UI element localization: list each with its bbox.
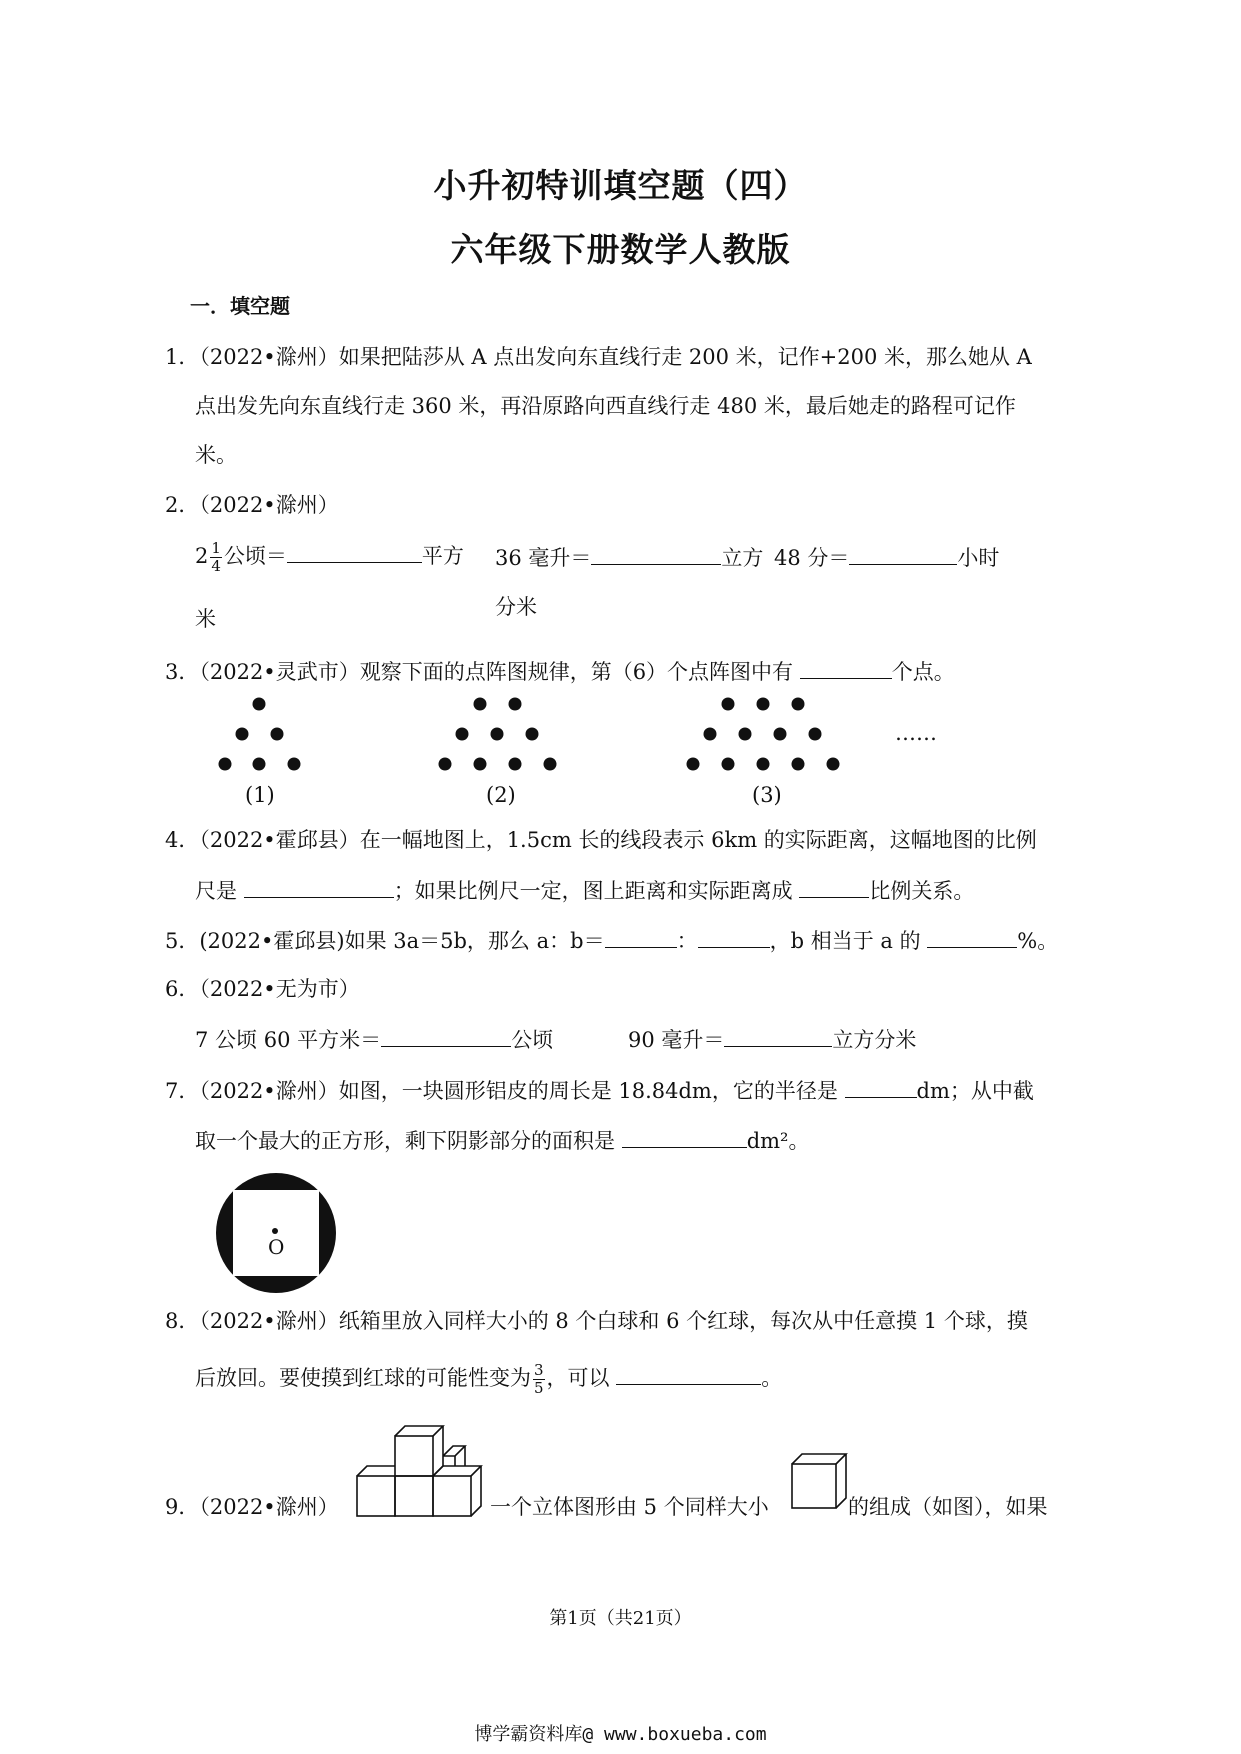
q1-line1: 1．（2022•滁州）如果把陆莎从 A 点出发向东直线行走 200 米，记作+200 米，那么她从 A (165, 345, 1032, 369)
pattern-label-1: (1) (245, 783, 275, 807)
q7-line1 (165, 1075, 1034, 1106)
center-label: O (268, 1235, 285, 1259)
dot (544, 758, 557, 771)
page-subtitle: 六年级下册数学人教版 (450, 230, 791, 269)
dot-pattern-3 (687, 698, 840, 771)
q8-line2a: 后放回。要使摸到红球的可能性变为 (195, 1366, 531, 1390)
q2-frac-num: 1 (211, 539, 221, 557)
dot (526, 728, 539, 741)
dot (757, 698, 770, 711)
q4-line2c: 比例关系。 (869, 879, 975, 903)
q7-line1b: dm；从中截 (916, 1079, 1034, 1103)
q8-frac-den: 5 (534, 1379, 544, 1397)
q8-line2c: 。 (761, 1366, 783, 1390)
q2-part1: 公顷＝ (223, 544, 287, 568)
dot (792, 698, 805, 711)
q5-line (165, 925, 1058, 956)
cube-front (792, 1464, 836, 1508)
q2-unit2a: 立方 (721, 546, 764, 570)
q6-blank1[interactable] (381, 1024, 511, 1047)
dot (474, 758, 487, 771)
q3-tail: 个点。 (891, 660, 955, 684)
dot (253, 698, 266, 711)
dot (792, 758, 805, 771)
dot (509, 698, 522, 711)
q5-d: %。 (1017, 929, 1059, 953)
q4-line2 (195, 875, 974, 906)
q4-line1: 4．（2022•霍邱县）在一幅地图上，1.5cm 长的线段表示 6km 的实际距离，这幅地图的比例 (165, 828, 1037, 852)
q3-text: 3．（2022•灵武市）观察下面的点阵图规律，第（6）个点阵图中有 (165, 660, 794, 684)
q8-blank[interactable] (616, 1362, 761, 1385)
dot (722, 758, 735, 771)
dot (474, 698, 487, 711)
cube-top-edge (792, 1454, 846, 1464)
q2-frac-den: 4 (211, 557, 221, 575)
q5-b: ： (676, 929, 698, 953)
q5-blank3[interactable] (927, 925, 1017, 948)
cube-front (433, 1476, 471, 1516)
dot (704, 728, 717, 741)
dot (722, 698, 735, 711)
dot (809, 728, 822, 741)
cube-top-edge (433, 1466, 481, 1476)
dot (827, 758, 840, 771)
q2-head: 2．（2022•滁州） (165, 493, 339, 517)
dot (253, 758, 266, 771)
dot-pattern-2 (439, 698, 557, 771)
q6-u2: 立方分米 (832, 1028, 917, 1052)
q9-mid: 一个立体图形由 5 个同样大小 (490, 1495, 769, 1519)
q1-line3: 米。 (195, 443, 237, 467)
q5-blank1[interactable] (605, 925, 677, 948)
section-title: 一．填空题 (190, 294, 290, 318)
cube-top-edge (395, 1426, 443, 1436)
dot (236, 728, 249, 741)
q2-part3: 48 分＝ (774, 546, 850, 570)
q7-blank1[interactable] (845, 1075, 917, 1098)
center-point (272, 1228, 278, 1234)
dot (739, 728, 752, 741)
page-title: 小升初特训填空题（四） (433, 166, 808, 205)
q8-frac-num: 3 (534, 1361, 544, 1379)
q7-line2 (195, 1125, 809, 1156)
cube-top-edge (357, 1466, 395, 1476)
q8-line2 (195, 1362, 782, 1397)
page-number: 第1页（共21页） (549, 1608, 692, 1629)
q8-line2b: ，可以 (546, 1366, 610, 1390)
dot (687, 758, 700, 771)
dot (439, 758, 452, 771)
cube-back-edge (443, 1446, 465, 1456)
q2-unit3: 小时 (957, 546, 1000, 570)
q2-part2: 36 毫升＝ (495, 546, 592, 570)
dot (288, 758, 301, 771)
q6-u1: 公顷 (511, 1028, 554, 1052)
q7-line2a: 取一个最大的正方形，剩下阴影部分的面积是 (195, 1129, 615, 1153)
q5-a: 5．(2022•霍邱县)如果 3a＝5b，那么 a：b＝ (165, 929, 605, 953)
q5-c: ，b 相当于 a 的 (769, 929, 921, 953)
dot (456, 728, 469, 741)
q6-blank2[interactable] (724, 1024, 832, 1047)
q5-blank2[interactable] (698, 925, 770, 948)
q7-blank2[interactable] (622, 1125, 747, 1148)
q8-fraction (533, 1362, 545, 1397)
q7-line1a: 7．（2022•滁州）如图，一块圆形铝皮的周长是 18.84dm，它的半径是 (165, 1079, 838, 1103)
q2-unit1a: 平方 (421, 544, 464, 568)
q2-unit1b: 米 (195, 607, 216, 631)
cube-front (395, 1476, 433, 1516)
pattern-ellipsis: …… (895, 721, 937, 745)
q6-head: 6．（2022•无为市） (165, 977, 360, 1001)
dot-pattern-1 (219, 698, 301, 771)
dot (509, 758, 522, 771)
dot (271, 728, 284, 741)
dot (219, 758, 232, 771)
q2-whole: 2 (195, 544, 209, 568)
q4-line2b: ；如果比例尺一定，图上距离和实际距离成 (393, 879, 793, 903)
single-cube-icon (790, 1452, 850, 1512)
pattern-label-2: (2) (486, 783, 516, 807)
q2-unit2b: 分米 (495, 595, 537, 619)
q4-blank1[interactable] (244, 875, 394, 898)
q4-blank2[interactable] (799, 875, 869, 898)
q9-tail: 的组成（如图），如果 (848, 1495, 1048, 1519)
q6-item1 (195, 1024, 553, 1055)
cube-front (357, 1476, 395, 1516)
q6-p2: 90 毫升＝ (628, 1028, 725, 1052)
dot (757, 758, 770, 771)
cube-front (395, 1436, 433, 1476)
q8-line1: 8．（2022•滁州）纸箱里放入同样大小的 8 个白球和 6 个红球，每次从中任意摸 1 个球，摸 (165, 1309, 1028, 1333)
q7-line2b: dm²。 (746, 1129, 810, 1153)
watermark: 博学霸资料库@ www.boxueba.com (474, 1724, 767, 1745)
q9-head: 9．（2022•滁州） (165, 1495, 339, 1519)
cube-solid-figure (355, 1420, 495, 1520)
dot (491, 728, 504, 741)
q1-line2: 点出发先向东直线行走 360 米，再沿原路向西直线行走 480 米，最后她走的路程可记作 (195, 394, 1016, 418)
q6-p1: 7 公顷 60 平方米＝ (195, 1028, 382, 1052)
q4-line2a: 尺是 (195, 879, 237, 903)
q6-item2 (628, 1024, 916, 1055)
dot (774, 728, 787, 741)
circle-square-figure (215, 1172, 345, 1302)
pattern-label-3: (3) (752, 783, 782, 807)
